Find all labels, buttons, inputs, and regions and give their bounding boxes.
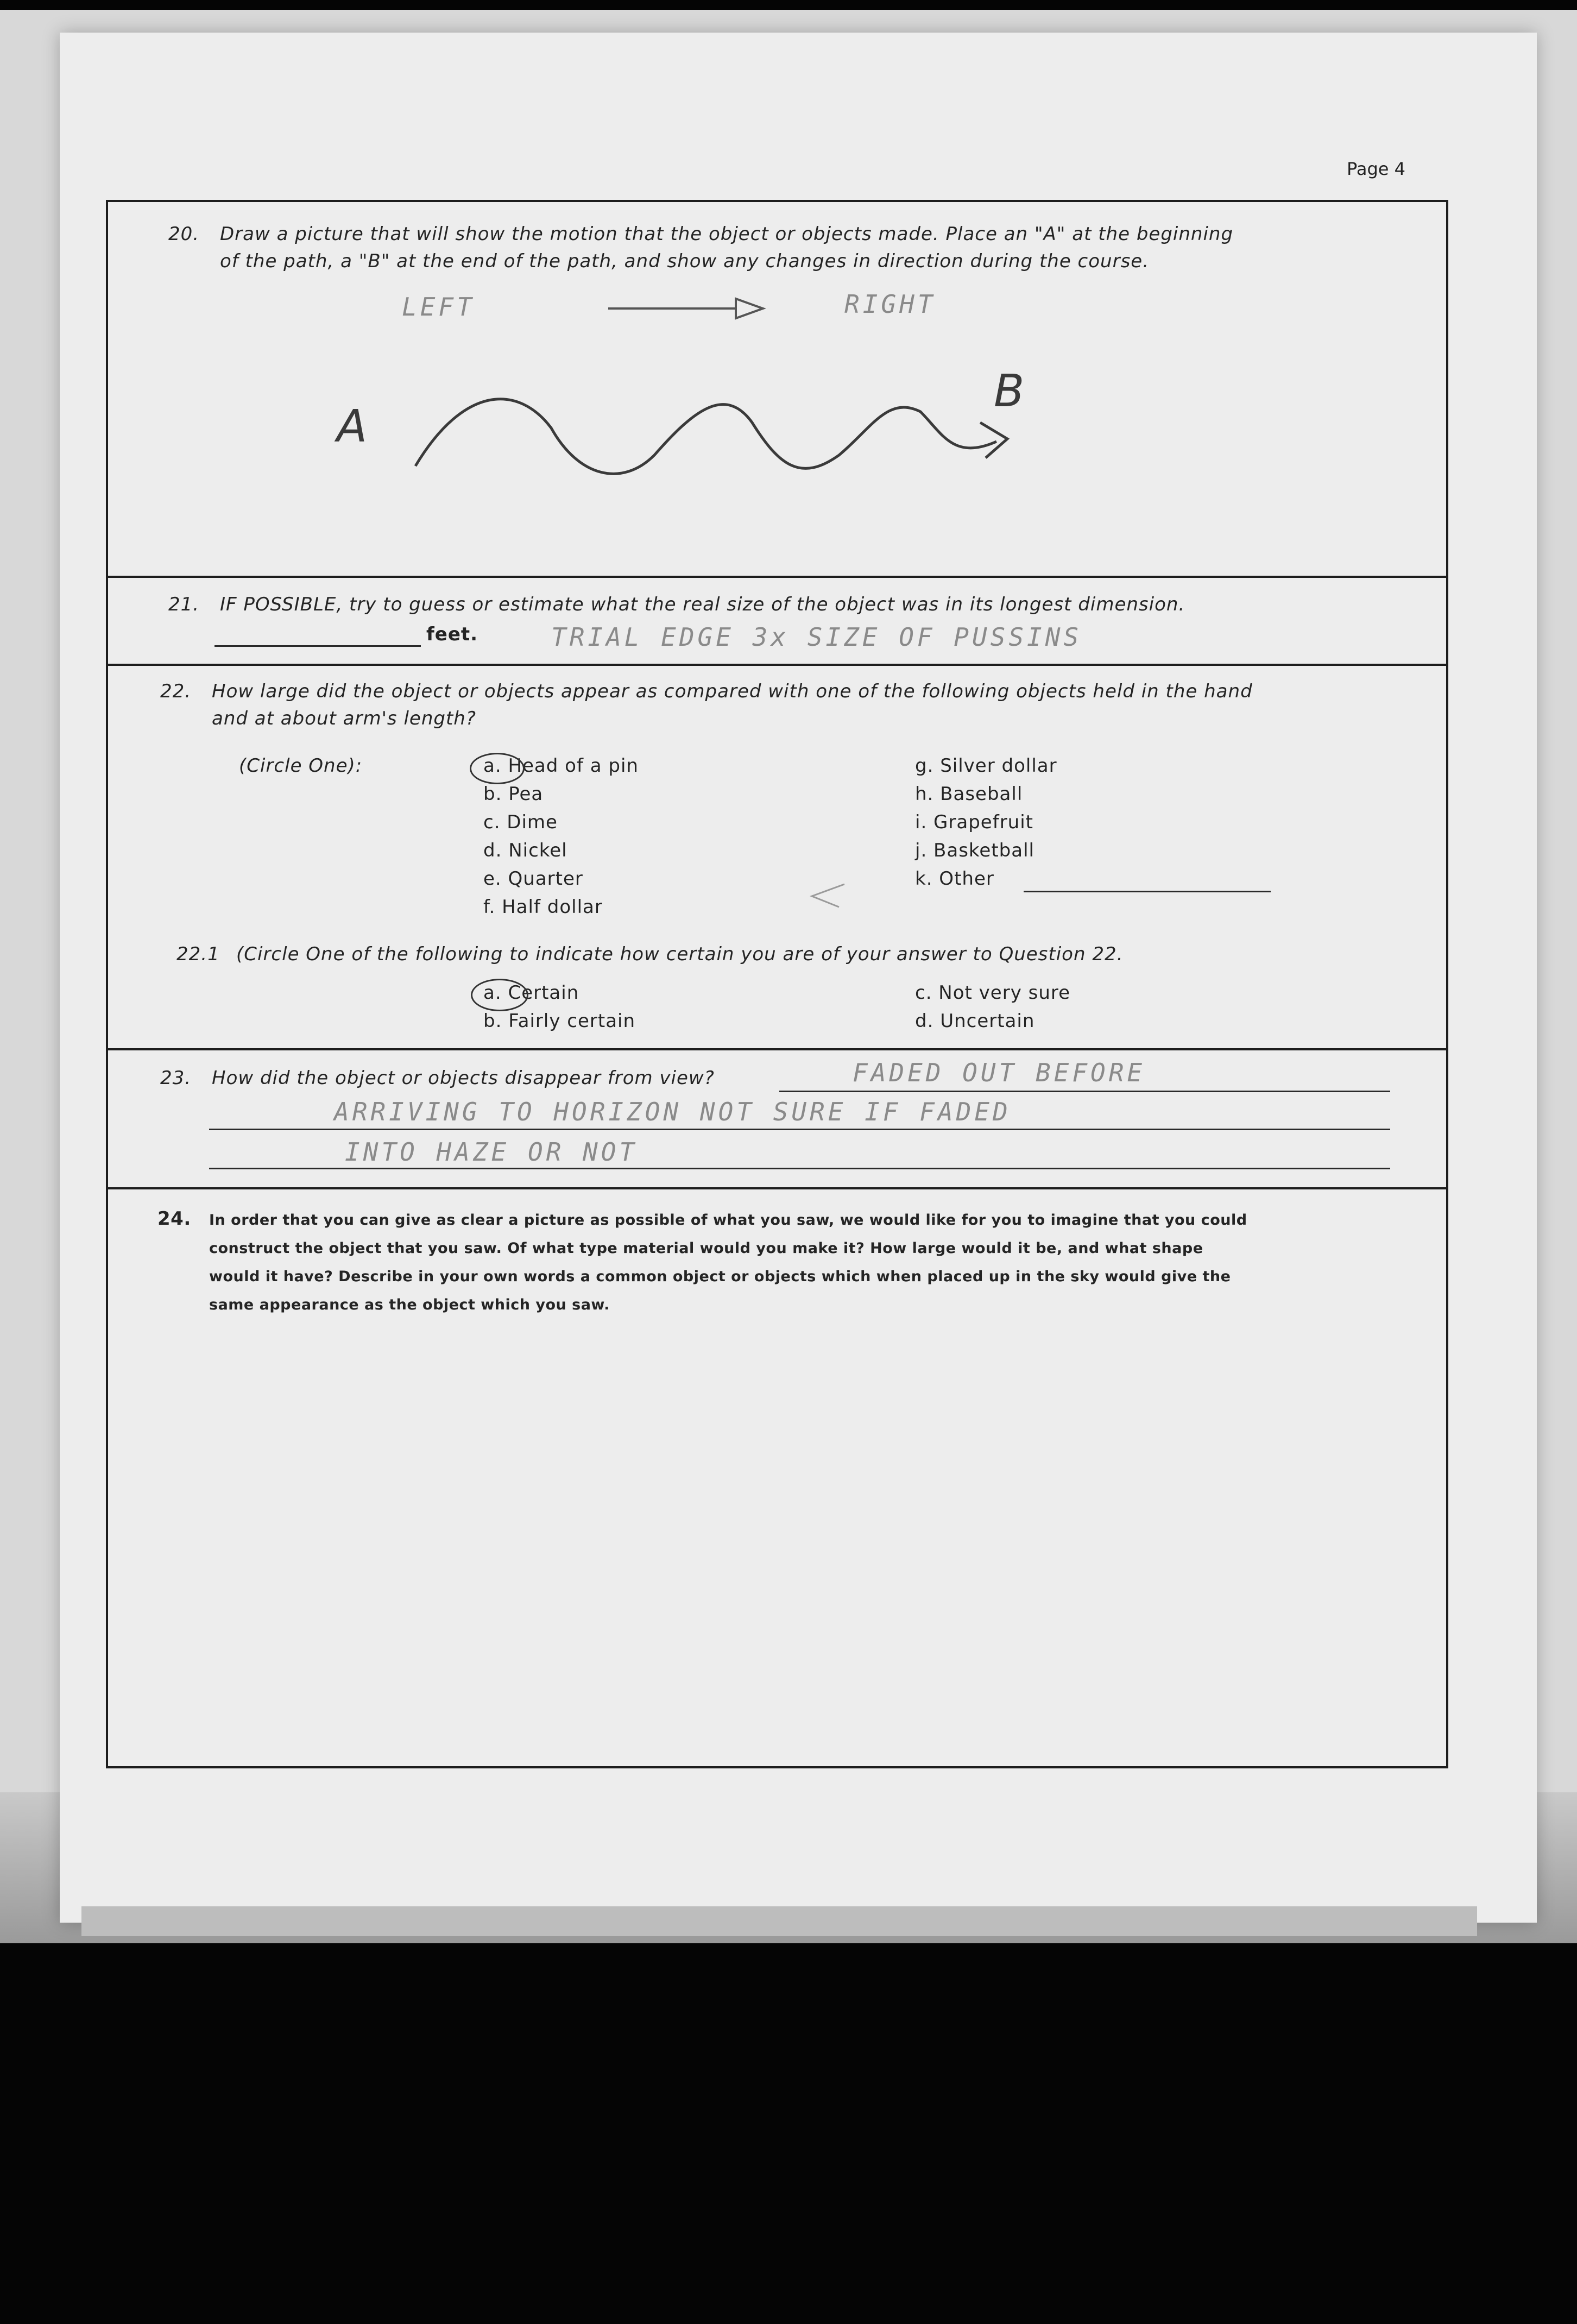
q23-answer-line-3 bbox=[209, 1168, 1390, 1169]
page-number: Page 4 bbox=[1347, 159, 1405, 179]
feet-answer-line bbox=[215, 645, 421, 647]
feet-label: feet. bbox=[426, 623, 478, 645]
option-22-1-d[interactable]: d. Uncertain bbox=[915, 1010, 1035, 1032]
pencil-mark-icon bbox=[806, 879, 850, 911]
option-22-i[interactable]: i. Grapefruit bbox=[915, 811, 1033, 833]
option-22-k[interactable]: k. Other bbox=[915, 868, 994, 890]
option-22-b[interactable]: b. Pea bbox=[483, 783, 544, 805]
question-22-1: 22.1 (Circle One of the following to indicate how certain you are of your answer to Question 22. bbox=[176, 943, 1124, 965]
option-22-c[interactable]: c. Dime bbox=[483, 811, 558, 833]
option-22-g[interactable]: g. Silver dollar bbox=[915, 755, 1057, 777]
question-20: 20. Draw a picture that will show the motion that the object or objects made. Place an "A" at the beginning of the path, a "B" at the end of the path, and show any changes in direction during the course. bbox=[168, 223, 1234, 272]
divider-21-22 bbox=[106, 664, 1448, 666]
q21-answer: TRIAL EDGE 3x SIZE OF PUSSINS bbox=[551, 622, 1082, 652]
option-22-d[interactable]: d. Nickel bbox=[483, 840, 567, 861]
q23-answer-1: FADED OUT BEFORE bbox=[853, 1058, 1146, 1087]
option-22-1-b[interactable]: b. Fairly certain bbox=[483, 1010, 636, 1032]
label-b: B bbox=[994, 366, 1025, 417]
option-22-j[interactable]: j. Basketball bbox=[915, 840, 1034, 861]
questionnaire-form bbox=[106, 200, 1448, 1768]
option-22-1-a[interactable]: a. Certain bbox=[483, 982, 579, 1004]
option-22-a[interactable]: a. Head of a pin bbox=[483, 755, 639, 777]
q23-answer-line-2 bbox=[209, 1129, 1390, 1130]
question-24: 24. In order that you can give as clear a picture as possible of what you saw, we would like for you to imagine that you could construct the object that you saw. Of what type material would you make it? How large would it be, and what shape would it have? Describe in your own words a common object or objects which when placed up in the sky would give the same appearance as the object which you saw. bbox=[157, 1208, 1247, 1313]
option-22-1-c[interactable]: c. Not very sure bbox=[915, 982, 1071, 1004]
handwritten-right: RIGHT bbox=[844, 289, 936, 319]
q23-answer-line-1 bbox=[779, 1091, 1390, 1092]
option-22-h[interactable]: h. Baseball bbox=[915, 783, 1023, 805]
page-bottom-shadow bbox=[81, 1906, 1477, 1936]
selection-circle-22-1 bbox=[471, 979, 528, 1011]
q23-answer-2: ARRIVING TO HORIZON NOT SURE IF FADED bbox=[334, 1097, 1011, 1126]
label-a: A bbox=[337, 401, 368, 452]
q24-answer-area[interactable] bbox=[128, 1264, 1427, 1742]
divider-23-24 bbox=[106, 1187, 1448, 1189]
divider-20-21 bbox=[106, 576, 1448, 578]
option-22-f[interactable]: f. Half dollar bbox=[483, 896, 603, 918]
other-answer-line bbox=[1024, 891, 1271, 892]
selection-circle-22 bbox=[470, 753, 525, 784]
question-21: 21. IF POSSIBLE, try to guess or estimate what the real size of the object was in its longest dimension. bbox=[168, 594, 1185, 615]
circle-one-label: (Circle One): bbox=[239, 755, 363, 777]
option-22-e[interactable]: e. Quarter bbox=[483, 868, 583, 890]
question-22: 22. How large did the object or objects appear as compared with one of the following objects held in the hand and at about arm's length? bbox=[160, 681, 1253, 729]
arrow-left-to-right-icon bbox=[605, 292, 768, 325]
motion-path-drawing bbox=[399, 363, 1214, 515]
divider-22-23 bbox=[106, 1048, 1448, 1050]
question-23: 23. How did the object or objects disappear from view? bbox=[160, 1067, 715, 1089]
handwritten-left: LEFT bbox=[402, 292, 475, 322]
q23-answer-3: INTO HAZE OR NOT bbox=[345, 1137, 638, 1167]
